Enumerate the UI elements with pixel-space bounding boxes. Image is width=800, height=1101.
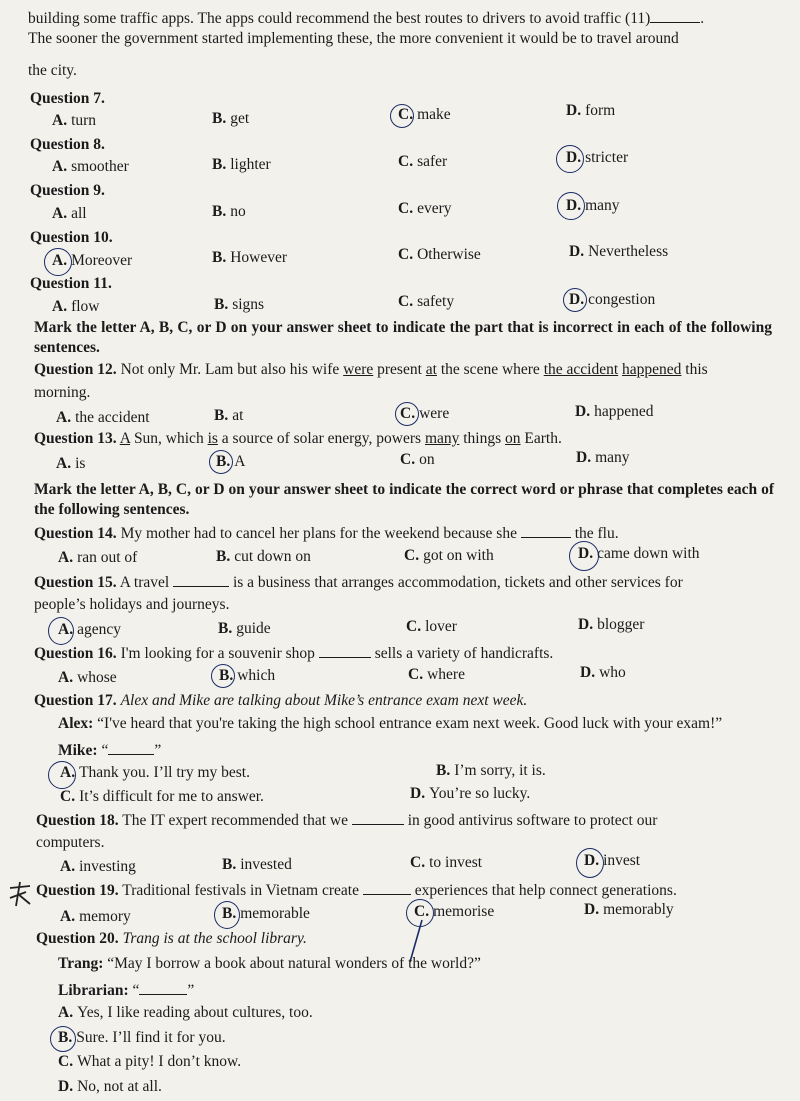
q8-option-d[interactable]: D. stricter: [566, 149, 629, 166]
q8-option-c[interactable]: C. safer: [398, 153, 448, 170]
question-15-stem-cont: people’s holidays and journeys.: [34, 596, 230, 613]
q10-option-d[interactable]: D. Nevertheless: [569, 243, 669, 260]
q16-option-a[interactable]: A. whose: [58, 669, 117, 686]
q11-option-a[interactable]: A. flow: [52, 298, 100, 315]
q11-option-b[interactable]: B. signs: [214, 296, 265, 313]
answer-circle-q12: [395, 402, 419, 426]
q10-option-b[interactable]: B. However: [212, 249, 288, 266]
question-11-label: Question 11.: [30, 275, 112, 292]
q18-option-d[interactable]: D. invest: [584, 852, 641, 869]
q11-option-c[interactable]: C. safety: [398, 293, 455, 310]
answer-circle-q7: [390, 104, 414, 128]
q7-option-c[interactable]: C. make: [398, 106, 451, 123]
q18-option-a[interactable]: A. investing: [60, 858, 136, 875]
answer-circle-q18: [576, 848, 604, 878]
q17-option-c[interactable]: C. It’s difficult for me to answer.: [60, 788, 264, 805]
q7-option-a[interactable]: A. turn: [52, 112, 97, 129]
question-9-label: Question 9.: [30, 182, 105, 199]
answer-circle-q10: [44, 248, 72, 276]
q17-option-a[interactable]: A. Thank you. I’ll try my best.: [60, 764, 250, 781]
q20-option-d[interactable]: D. No, not at all.: [58, 1078, 162, 1095]
q18-option-c[interactable]: C. to invest: [410, 854, 483, 871]
q9-option-c[interactable]: C. every: [398, 200, 452, 217]
q14-option-b[interactable]: B. cut down on: [216, 548, 311, 565]
q18-option-b[interactable]: B. invested: [222, 856, 292, 873]
q19-option-d[interactable]: D. memorably: [584, 901, 674, 918]
answer-circle-q14: [569, 541, 599, 571]
q7-option-d[interactable]: D. form: [566, 102, 616, 119]
question-12-stem-cont: morning.: [34, 384, 91, 401]
q15-option-d[interactable]: D. blogger: [578, 616, 645, 633]
q19-option-c[interactable]: C. memorise: [414, 903, 495, 920]
q15-option-c[interactable]: C. lover: [406, 618, 457, 635]
q10-option-a[interactable]: A. Moreover: [52, 252, 133, 269]
q16-option-c[interactable]: C. where: [408, 666, 465, 683]
answer-circle-q17: [48, 761, 76, 789]
q20-trang-line: Trang: “May I borrow a book about natural wonders of the world?”: [58, 955, 481, 972]
q13-option-c[interactable]: C. on: [400, 451, 435, 468]
q17-mike-line: Mike: “ ”: [58, 742, 162, 759]
answer-circle-q16: [211, 664, 235, 688]
question-15-stem: Question 15. A travel is a business that arranges accommodation, tickets and other services for: [34, 574, 683, 591]
q8-option-b[interactable]: B. lighter: [212, 156, 271, 173]
question-7-label: Question 7.: [30, 90, 105, 107]
question-13-stem: Question 13. A Sun, which is a source of solar energy, powers many things on Earth.: [34, 430, 562, 447]
q12-option-a[interactable]: A. the accident: [56, 409, 150, 426]
answer-circle-q15: [48, 617, 74, 645]
intro-line-2: The sooner the government started implementing these, the more convenient it would be to travel around: [28, 30, 679, 47]
q17-alex-line: Alex: “I've heard that you're taking the high school entrance exam next week. Good luck with your exam!”: [58, 715, 723, 732]
q16-option-b[interactable]: B. which: [219, 667, 276, 684]
q14-option-a[interactable]: A. ran out of: [58, 549, 138, 566]
q12-option-d[interactable]: D. happened: [575, 403, 654, 420]
q16-option-d[interactable]: D. who: [580, 664, 626, 681]
intro-line-1: building some traffic apps. The apps could recommend the best routes to drivers to avoid traffic (11) .: [28, 10, 705, 27]
q9-option-a[interactable]: A. all: [52, 205, 87, 222]
q9-option-d[interactable]: D. many: [566, 197, 620, 214]
star-mark-icon: [6, 880, 34, 908]
question-20-stem: Question 20. Trang is at the school library.: [36, 930, 307, 947]
q19-option-b[interactable]: B. memorable: [222, 905, 310, 922]
question-19-stem: Question 19. Traditional festivals in Vietnam create experiences that help connect generations.: [36, 882, 677, 899]
q14-option-d[interactable]: D. came down with: [578, 545, 700, 562]
q13-option-d[interactable]: D. many: [576, 449, 630, 466]
q20-option-b[interactable]: B. Sure. I’ll find it for you.: [58, 1029, 226, 1046]
q10-option-c[interactable]: C. Otherwise: [398, 246, 481, 263]
question-12-stem: Question 12. Not only Mr. Lam but also his wife were present at the scene where the accident happened this: [34, 361, 708, 378]
answer-circle-q13: [209, 450, 233, 474]
q15-option-b[interactable]: B. guide: [218, 620, 271, 637]
q8-option-a[interactable]: A. smoother: [52, 158, 129, 175]
q7-option-b[interactable]: B. get: [212, 110, 250, 127]
answer-circle-q8: [556, 145, 584, 173]
answer-circle-q11: [563, 288, 587, 312]
q17-option-d[interactable]: D. You’re so lucky.: [410, 785, 531, 802]
q12-option-c[interactable]: C. were: [400, 405, 450, 422]
q14-option-c[interactable]: C. got on with: [404, 547, 494, 564]
q20-option-c[interactable]: C. What a pity! I don’t know.: [58, 1053, 242, 1070]
q13-option-a[interactable]: A. is: [56, 455, 86, 472]
question-18-stem-cont: computers.: [36, 834, 105, 851]
intro-line-3: the city.: [28, 62, 77, 79]
instruction-incorrect-part: Mark the letter A, B, C, or D on your answer sheet to indicate the part that is incorrect in each of the following sentences.: [34, 319, 772, 356]
question-17-stem: Question 17. Alex and Mike are talking about Mike’s entrance exam next week.: [34, 692, 528, 709]
q11-option-d[interactable]: D. congestion: [569, 291, 656, 308]
instruction-correct-word: Mark the letter A, B, C, or D on your answer sheet to indicate the correct word or phrase that completes each of the following sentences.: [34, 481, 774, 518]
question-8-label: Question 8.: [30, 136, 105, 153]
q20-librarian-line: Librarian: “ ”: [58, 982, 195, 999]
q12-option-b[interactable]: B. at: [214, 407, 244, 424]
question-10-label: Question 10.: [30, 229, 113, 246]
q15-option-a[interactable]: A. agency: [58, 621, 121, 638]
answer-circle-q9: [557, 192, 585, 220]
question-16-stem: Question 16. I'm looking for a souvenir shop sells a variety of handicrafts.: [34, 645, 554, 662]
answer-circle-q20: [50, 1026, 76, 1052]
q20-option-a[interactable]: A. Yes, I like reading about cultures, too.: [58, 1004, 313, 1021]
answer-circle-q19-b: [214, 901, 240, 929]
q9-option-b[interactable]: B. no: [212, 203, 246, 220]
question-14-stem: Question 14. My mother had to cancel her plans for the weekend because she the flu.: [34, 525, 619, 542]
q17-option-b[interactable]: B. I’m sorry, it is.: [436, 762, 546, 779]
q13-option-b[interactable]: B. A: [216, 453, 246, 470]
question-18-stem: Question 18. The IT expert recommended that we in good antivirus software to protect our: [36, 812, 658, 829]
q19-option-a[interactable]: A. memory: [60, 908, 131, 925]
